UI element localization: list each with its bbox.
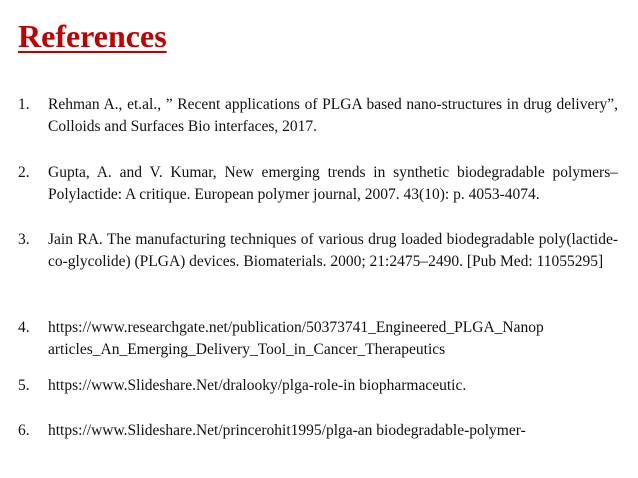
reference-number: 1. — [18, 96, 30, 113]
reference-number: 4. — [18, 319, 30, 336]
reference-link[interactable]: https://www.Slideshare.Net/dralooky/plga-role-in biopharmaceutic. — [48, 377, 467, 394]
reference-item — [18, 229, 618, 273]
reference-link-line-2[interactable]: articles_An_Emerging_Delivery_Tool_in_Cancer_Therapeutics — [48, 341, 446, 358]
reference-text: Rehman A., et.al., ” Recent applications of PLGA based nano-structures in drug delivery”, Colloids and Surfaces Bio interfaces, 2017. — [48, 96, 618, 135]
reference-item — [18, 162, 618, 206]
reference-text: Gupta, A. and V. Kumar, New emerging trends in synthetic biodegradable polymers– Polylactide: A critique. European polymer journal, 2007. 43(10): p. 4053-4074. — [48, 164, 618, 203]
reference-text: Jain RA. The manufacturing techniques of various drug loaded biodegradable poly(lactide-co-glycolide) (PLGA) devices. Biomaterials. 2000; 21:2475–2490. [Pub Med: 11055295] — [48, 231, 618, 270]
reference-item — [18, 375, 618, 397]
reference-item — [18, 317, 618, 361]
reference-item — [18, 420, 618, 442]
reference-number: 5. — [18, 377, 30, 394]
reference-number: 2. — [18, 164, 30, 181]
reference-number: 3. — [18, 231, 30, 248]
reference-link[interactable]: https://www.Slideshare.Net/princerohit1995/plga-an biodegradable-polymer- — [48, 422, 526, 439]
reference-number: 6. — [18, 422, 30, 439]
reference-item — [18, 94, 618, 138]
reference-link-line-1[interactable]: https://www.researchgate.net/publication/50373741_Engineered_PLGA_Nanop — [48, 319, 544, 336]
page-title: References — [18, 18, 167, 54]
